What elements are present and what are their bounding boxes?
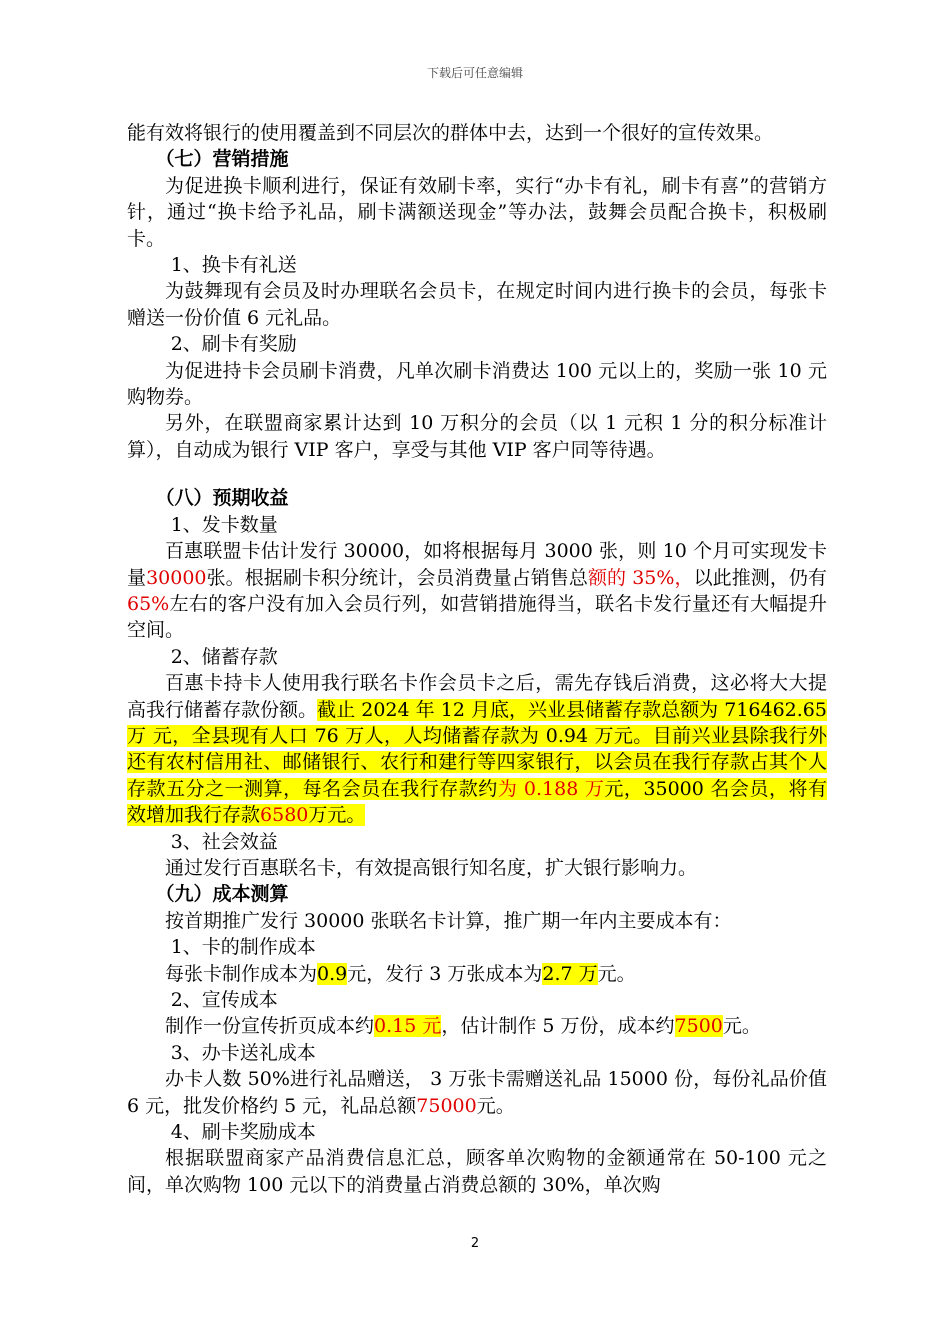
cost-intro: 按首期推广发行 30000 张联名卡计算，推广期一年内主要成本有： [165, 909, 732, 932]
text-run: 左右的客户没有加入会员行列，如营销措施得当，联名卡发行量还有大幅提升空间。 [127, 592, 827, 642]
item-title-gift-cost: 3、办卡送礼成本 [170, 1041, 316, 1064]
highlighted-value: 0.9 [317, 962, 348, 985]
item-text-savings [127, 670, 827, 828]
highlighted-value: 2.7 万 [542, 962, 598, 985]
item-title-reward-cost: 4、刷卡奖励成本 [170, 1121, 316, 1144]
text-run: 元。 [597, 962, 636, 985]
item-text-social-benefit: 通过发行百惠联名卡，有效提高银行知名度，扩大银行影响力。 [165, 856, 698, 879]
highlighted-text: 元，35000 名会员，将有效增加我行存款 [127, 777, 827, 827]
vip-paragraph: 另外，在联盟商家累计达到 10 万积分的会员（以 1 元积 1 分的积分标准计算），自动成为银行 VIP 客户，享受与其他 VIP 客户同等待遇。 [127, 412, 827, 461]
page-header: 下载后可任意编辑 [426, 66, 523, 80]
item-title-card-gift: 1、换卡有礼送 [170, 254, 297, 277]
item-text-card-cost [127, 961, 827, 987]
highlighted-red-value: 0.15 元 [374, 1015, 442, 1038]
text-run: 元。 [722, 1015, 761, 1038]
item-text-card-quantity [127, 538, 827, 644]
item-title-social-benefit: 3、社会效益 [170, 830, 278, 853]
item-text-swipe-reward: 为促进持卡会员刷卡消费，凡单次刷卡消费达 100 元以上的，奖励一张 10 元购物券。 [127, 359, 827, 409]
text-run: 每张卡制作成本为 [165, 962, 318, 985]
red-value: 额的 35%， [587, 566, 694, 589]
item-text-reward-cost: 根据联盟商家产品消费信息汇总，顾客单次购物的金额通常在 50-100 元之间，单次购物 100 元以下的消费量占消费总额的 30%，单次购 [127, 1147, 827, 1196]
red-value: 30000 [146, 566, 207, 589]
text-run: 张。根据刷卡积分统计，会员消费量占销售总 [206, 566, 588, 589]
highlighted-red-value: 7500 [674, 1015, 723, 1038]
paragraph-continued: 能有效将银行的使用覆盖到不同层次的群体中去，达到一个很好的宣传效果。 [127, 122, 774, 144]
text-run: 办卡人数 50%进行礼品赠送， 3 万张卡需赠送礼品 15000 份，每份礼品价值 6 元，批发价格约 5 元，礼品总额 [127, 1068, 827, 1117]
red-value: 65% [127, 592, 170, 615]
item-title-savings: 2、储蓄存款 [170, 645, 278, 668]
highlighted-red-value: 6580 [260, 804, 309, 827]
section-heading-marketing: （七）营销措施 [155, 148, 289, 171]
spacer [127, 463, 827, 485]
highlighted-text: 截止 2024 年 12 月底，兴业县储蓄存款总额为 716462.65 万 元，全县现有人口 76 万人，人均储蓄存款为 0.94 万元。目前兴业县除我行外还有农村信用社、邮储银行、农行和建行等四家银行，以会员在我行存款占其个人存款五分之一测算，每名会员在我行存款约 [127, 698, 827, 800]
text-run: 制作一份宣传折页成本约 [165, 1015, 375, 1038]
section-heading-expected-revenue: （八）预期收益 [155, 487, 289, 510]
document-body [127, 120, 827, 1198]
highlighted-text: 万元。 [308, 804, 366, 827]
item-title-promo-cost: 2、宣传成本 [170, 989, 278, 1011]
item-title-swipe-reward: 2、刷卡有奖励 [170, 333, 297, 356]
item-title-card-cost: 1、卡的制作成本 [170, 936, 316, 959]
marketing-intro: 为促进换卡顺利进行，保证有效刷卡率，实行“办卡有礼，刷卡有喜”的营销方针，通过“换卡给予礼品，刷卡满额送现金”等办法，鼓舞会员配合换卡，积极刷卡。 [127, 174, 827, 250]
page-number: 2 [470, 1236, 480, 1251]
highlighted-red-value: 为 0.188 万 [497, 777, 605, 800]
text-run: 元。 [476, 1094, 515, 1117]
section-heading-cost-estimate: （九）成本测算 [155, 883, 289, 906]
text-run: 百惠卡持卡人使用我行联名卡作会员卡之后，需先存钱后消费，这必将大大提高我行储蓄存款份额。 [127, 672, 827, 721]
item-title-card-quantity: 1、发卡数量 [170, 513, 278, 536]
text-run: 以此推测，仍有 [693, 566, 827, 589]
item-text-promo-cost [127, 1013, 827, 1039]
text-run: ，估计制作 5 万份，成本约 [441, 1015, 675, 1038]
text-run: 百惠联盟卡估计发行 30000，如将根据每月 3000 张，则 10 个月可实现发卡量 [127, 540, 827, 589]
item-text-gift-cost [127, 1066, 827, 1119]
red-value: 75000 [416, 1094, 477, 1117]
text-run: 元，发行 3 万张成本为 [347, 962, 543, 985]
item-text-card-gift: 为鼓舞现有会员及时办理联名会员卡，在规定时间内进行换卡的会员，每张卡赠送一份价值 6 元礼品。 [127, 280, 827, 329]
